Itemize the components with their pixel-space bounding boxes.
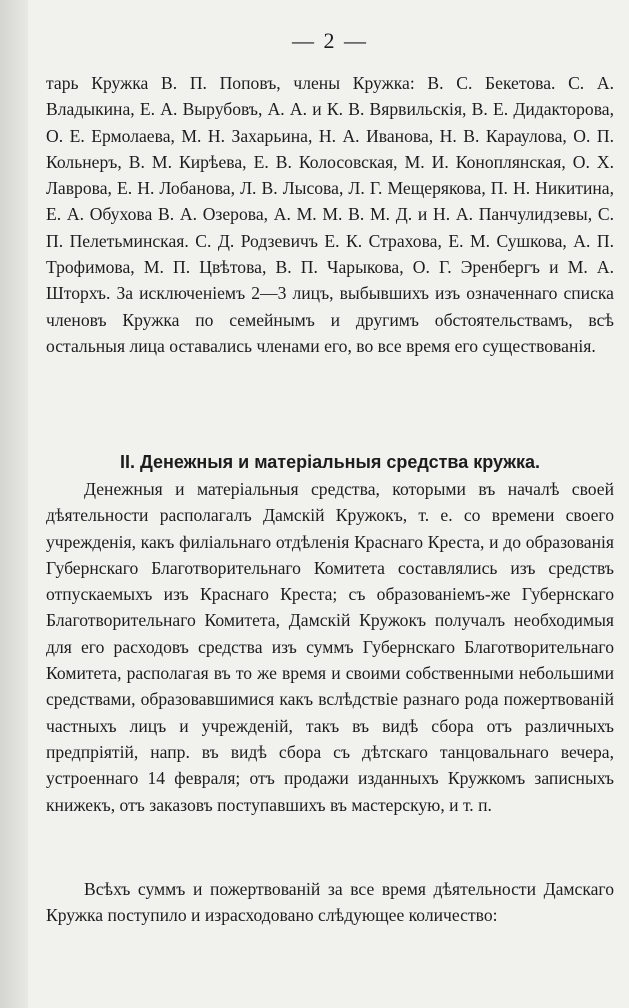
section-heading: II. Денежныя и матеріальныя средства кружка.: [119, 452, 541, 472]
totals-paragraph: Всѣхъ суммъ и пожертвованій за все время дѣятельности Дамскаго Кружка поступило и израсходовано слѣдующее количество:: [46, 879, 614, 926]
book-page: [28, 0, 629, 1008]
page-number: — 2 —: [292, 28, 368, 53]
members-paragraph: тарь Кружка В. П. Поповъ, члены Кружка: В. С. Бекетова. С. А. Владыкина, Е. А. Вырубовъ, А. А. и К. В. Вярвильскія, В. Е. Дидакторова, О. Е. Ермолаева, М. Н. Захарьина, Н. А. Иванова, Н. В. Караулова, О. П. Кольнеръ, В. М. Кирѣева, Е. В. Колосовская, М. И. Коноплянская, О. Х. Лаврова, Е. Н. Лобанова, Л. В. Лысова, Л. Г. Мещерякова, П. Н. Никитина, Е. А. Обухова В. А. Озерова, А. М. М. В. М. Д. и Н. А. Панчулидзевы, С. П. Пелетьминская. С. Д. Родзевичъ Е. К. Страхова, Е. М. Сушкова, А. П. Трофимова, М. П. Цвѣтова, В. П. Чарыкова, О. Г. Эренбергъ и М. А. Шторхъ. За исключеніемъ 2—3 лицъ, выбывшихъ изъ означеннаго списка членовъ Кружка по семейнымъ и другимъ обстоятельствамъ, всѣ остальныя лица оставались членами его, во все время его существованія.: [46, 73, 614, 356]
funds-paragraph: Денежныя и матеріальныя средства, которыми въ началѣ своей дѣятельности располагалъ Дамскій Кружокъ, т. е. со времени своего учрежденія, какъ филіальнаго отдѣленія Краснаго Креста, и до образованія Губернскаго Благотворительнаго Комитета составлялись изъ средствъ отпускаемыхъ изъ Краснаго Креста; съ образованіемъ-же Губернскаго Благотворительнаго Комитета, Дамскій Кружокъ получалъ необходимыя для его расходовъ средства изъ суммъ Губернскаго Благотворительнаго Комитета, располагая въ то же время и своими собственными небольшими средствами, образовавшимися какъ вслѣдствіе разнаго рода пожертвованій частныхъ лицъ и учрежденій, такъ въ видѣ сбора отъ различныхъ предпріятій, напр. въ видѣ сбора съ дѣтскаго танцовальнаго вечера, устроеннаго 14 февраля; отъ продажи изданныхъ Кружкомъ записныхъ книжекъ, отъ заказовъ поступавшихъ въ мастерскую, и т. п.: [46, 479, 614, 815]
scan-margin: [0, 0, 28, 1008]
